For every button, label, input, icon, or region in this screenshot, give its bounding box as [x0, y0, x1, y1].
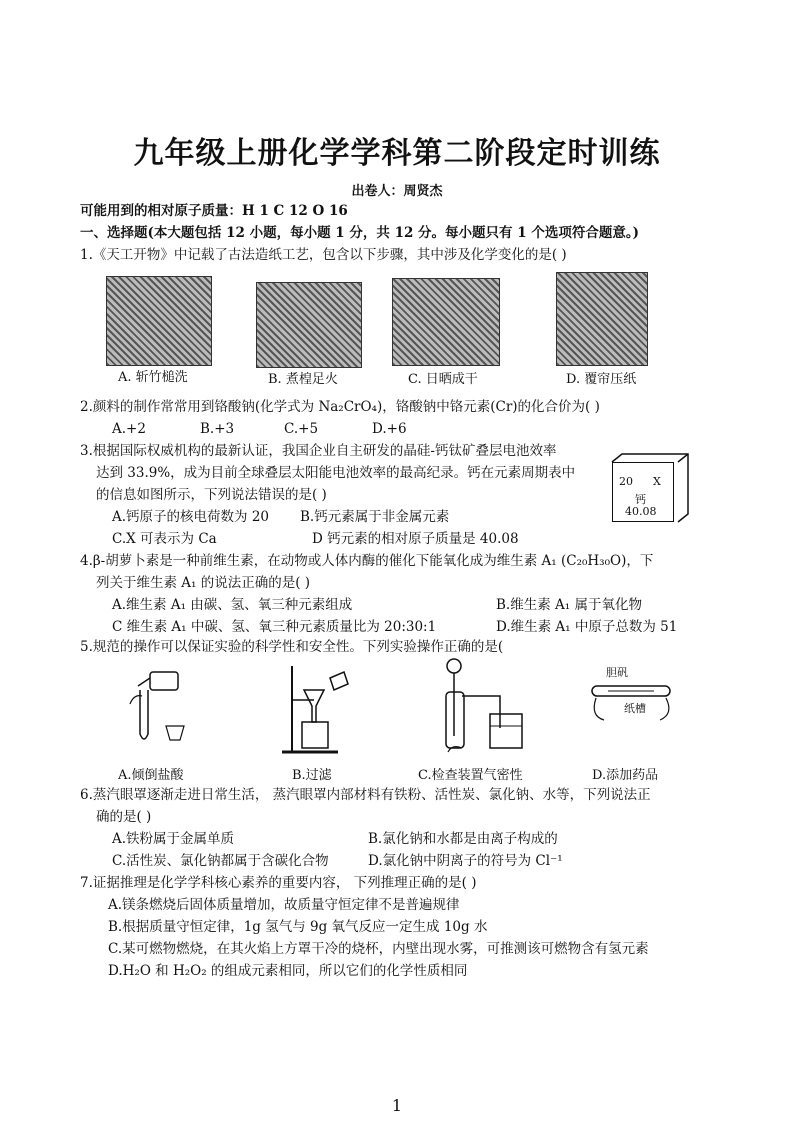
q7-option-b: B.根据质量守恒定律，1g 氢气与 9g 氧气反应一定生成 10g 水: [108, 919, 488, 935]
q6-option-d: D.氯化钠中阴离子的符号为 Cl⁻¹: [368, 853, 563, 869]
q4-line1: 4.β-胡萝卜素是一种前维生素，在动物或人体内酶的催化下能氧化成为维生素 A₁ (C₂₀H₃₀O)，下: [80, 553, 654, 569]
q2-stem: 2.颜料的制作常常用到铬酸钠(化学式为 Na₂CrO₄)，铬酸钠中铬元素(Cr)的化合价为( ): [80, 399, 600, 415]
q1-caption-a: A. 斩竹槌洗: [118, 370, 188, 385]
q6-option-a: A.铁粉属于金属单质: [112, 831, 235, 847]
q7-stem: 7.证据推理是化学学科核心素养的重要内容， 下列推理正确的是( ): [80, 875, 477, 891]
q7-option-c: C.某可燃物燃烧，在其火焰上方罩干冷的烧杯，内壁出现水雾，可推测该可燃物含有氢元素: [108, 941, 649, 957]
q1-image-a: [106, 276, 212, 366]
atomic-mass-line: 可能用到的相对原子质量：H 1 C 12 O 16: [80, 203, 348, 219]
q4-line2: 列关于维生素 A₁ 的说法正确的是( ): [96, 575, 311, 591]
q5-caption-c: C.检查装置气密性: [418, 768, 523, 783]
section-heading: 一、选择题(本大题包括 12 小题，每小题 1 分，共 12 分。每小题只有 1 个选项符合题意。): [80, 225, 639, 241]
q7-option-a: A.镁条燃烧后固体质量增加，故质量守恒定律不是普遍规律: [108, 897, 460, 913]
q1-image-d: [556, 272, 648, 366]
q5-caption-a: A.倾倒盐酸: [118, 768, 184, 783]
q1-caption-b: B. 煮楻足火: [268, 372, 338, 387]
q5-caption-b: B.过滤: [292, 768, 332, 783]
q4-option-d: D.维生素 A₁ 中原子总数为 51: [496, 619, 678, 635]
q1-image-b: [256, 282, 362, 368]
q6-line1: 6.蒸汽眼罩逐渐走进日常生活， 蒸汽眼罩内部材料有铁粉、活性炭、氯化钠、水等，下列说法正: [80, 787, 651, 803]
q5-label-d2: 纸槽: [624, 702, 646, 715]
element-name: 钙: [635, 493, 646, 506]
q5-figure-a-pouring: [120, 664, 200, 760]
q5-label-d1: 胆矾: [606, 666, 628, 679]
q4-option-b: B.维生素 A₁ 属于氧化物: [496, 597, 642, 613]
q3-line2: 达到 33.9%，成为目前全球叠层太阳能电池效率的最高纪录。钙在元素周期表中: [96, 465, 576, 481]
q6-option-c: C.活性炭、氯化钠都属于含碳化合物: [112, 853, 329, 869]
element-mass: 40.08: [625, 505, 657, 518]
author-line: 出卷人：周贤杰: [351, 184, 443, 199]
element-card-calcium: [612, 462, 674, 522]
q2-option-b: B.+3: [200, 421, 235, 437]
q4-option-c: C 维生素 A₁ 中碳、氢、氧三种元素质量比为 20:30:1: [112, 619, 437, 635]
page-number: 1: [391, 1096, 403, 1115]
q5-stem: 5.规范的操作可以保证实验的科学性和安全性。下列实验操作正确的是(: [80, 639, 504, 655]
q3-option-b: B.钙元素属于非金属元素: [300, 509, 450, 525]
q3-line3: 的信息如图所示，下列说法错误的是( ): [96, 487, 327, 503]
q5-caption-d: D.添加药品: [592, 768, 659, 783]
q1-caption-d: D. 覆帘压纸: [566, 372, 637, 387]
q3-option-d: D 钙元素的相对原子质量是 40.08: [312, 531, 519, 547]
q7-option-d: D.H₂O 和 H₂O₂ 的组成元素相同，所以它们的化学性质相同: [108, 963, 468, 979]
q4-option-a: A.维生素 A₁ 由碳、氢、氧三种元素组成: [112, 597, 353, 613]
q3-option-a: A.钙原子的核电荷数为 20: [112, 509, 270, 525]
q2-option-a: A.+2: [112, 421, 146, 437]
q5-figure-b-filtration: [278, 660, 358, 760]
element-number: 20: [619, 475, 633, 488]
q3-line1: 3.根据国际权威机构的最新认证，我国企业自主研发的晶硅-钙钛矿叠层电池效率: [80, 443, 557, 459]
q5-figure-c-airtight: [438, 656, 534, 760]
q6-line2: 确的是( ): [96, 809, 152, 825]
q1-caption-c: C. 日晒成干: [408, 372, 478, 387]
q3-option-c: C.X 可表示为 Ca: [112, 531, 217, 547]
q1-image-c: [392, 278, 500, 366]
q2-option-d: D.+6: [372, 421, 407, 437]
q6-option-b: B.氯化钠和水都是由离子构成的: [368, 831, 558, 847]
q1-stem: 1.《天工开物》中记载了古法造纸工艺，包含以下步骤，其中涉及化学变化的是( ): [80, 247, 567, 263]
element-symbol: X: [653, 475, 661, 488]
q2-option-c: C.+5: [284, 421, 319, 437]
page-title: 九年级上册化学学科第二阶段定时训练: [133, 136, 661, 171]
